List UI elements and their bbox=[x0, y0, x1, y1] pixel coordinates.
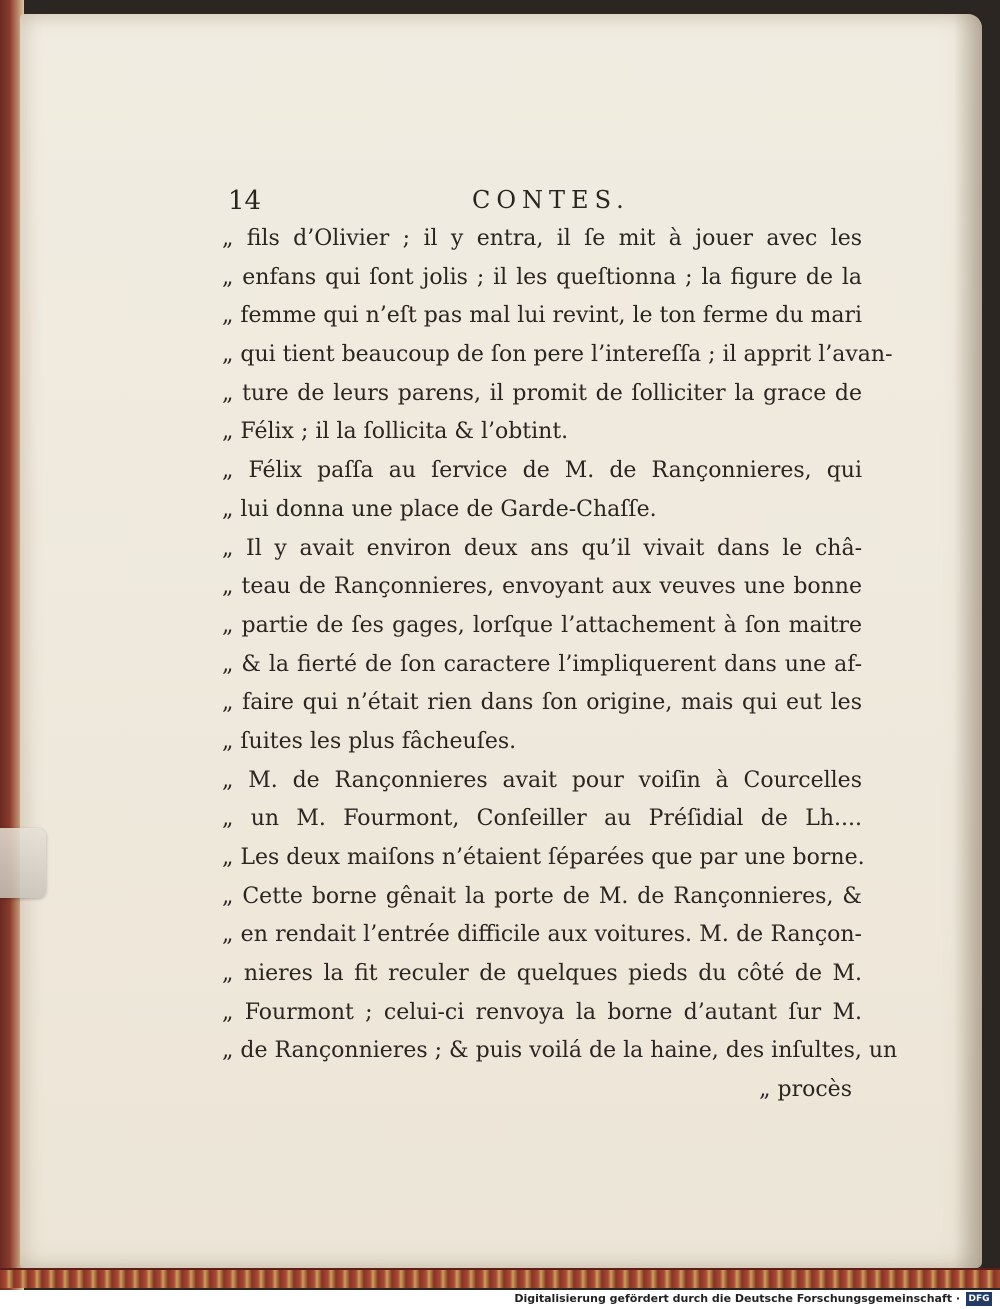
text-line: „ Les deux maiſons n’étaient ſéparées que par une borne. bbox=[222, 845, 865, 870]
text-line: „ de Rançonnieres ; & puis voilá de la haine, des inſultes, un bbox=[222, 1038, 898, 1064]
text-line: „ Fourmont ; celui-ci renvoya la borne d’autant ſur M. bbox=[222, 999, 862, 1025]
page-stack-edge bbox=[0, 1268, 1000, 1288]
text-line: „ faire qui n’était rien dans ſon origine, mais qui eut les bbox=[222, 690, 862, 716]
text-line: „ Félix ; il la ſollicita & l’obtint. bbox=[222, 419, 569, 445]
digitization-credit: Digitalisierung gefördert durch die Deutsche Forschungsgemeinschaft · bbox=[514, 1292, 960, 1305]
text-line: „ un M. Fourmont, Conſeiller au Préſidial de Lh.... bbox=[222, 806, 862, 832]
text-line: „ ture de leurs parens, il promit de ſolliciter la grace de bbox=[222, 380, 862, 406]
catchword: „ procès bbox=[759, 1077, 852, 1103]
body-text bbox=[222, 220, 898, 1110]
text-line: „ femme qui n’eſt pas mal lui revint, le ton ferme du mari bbox=[222, 303, 863, 329]
text-line: „ lui donna une place de Garde-Chaſſe. bbox=[222, 496, 657, 522]
running-title: CONTES. bbox=[472, 186, 630, 214]
text-line: „ & la fierté de ſon caractere l’impliquerent dans une af- bbox=[222, 651, 862, 677]
text-line: „ partie de ſes gages, lorſque l’attachement à ſon maitre bbox=[222, 612, 862, 638]
text-line: „ en rendait l’entrée difficile aux voitures. M. de Rançon- bbox=[222, 922, 862, 948]
text-line: „ qui tient beaucoup de ſon pere l’intereſſa ; il apprit l’avan- bbox=[222, 342, 893, 368]
page-number: 14 bbox=[228, 186, 262, 216]
text-line: „ enfans qui ſont jolis ; il les queſtionna ; la figure de la bbox=[222, 264, 862, 290]
text-line: „ nieres la fit reculer de quelques pieds du côté de M. bbox=[222, 961, 862, 987]
text-line: „ Il y avait environ deux ans qu’il vivait dans le châ- bbox=[222, 535, 862, 561]
text-line: „ M. de Rançonnieres avait pour voiſin à Courcelles bbox=[222, 767, 862, 793]
text-line: „ Cette borne gênait la porte de M. de Rançonnieres, & bbox=[222, 883, 862, 909]
text-line: „ ſuites les plus fâcheuſes. bbox=[222, 728, 517, 754]
text-line: „ fils d’Olivier ; il y entra, il ſe mit à jouer avec les bbox=[222, 226, 862, 251]
text-line: „ teau de Rançonnieres, envoyant aux veuves une bonne bbox=[222, 574, 862, 600]
page-header bbox=[222, 184, 862, 224]
dfg-logo: DFG bbox=[966, 1292, 992, 1306]
text-line: „ Félix paſſa au ſervice de M. de Rançonnieres, qui bbox=[222, 458, 862, 484]
page-gutter-shadow bbox=[954, 14, 982, 1268]
page-clip bbox=[0, 828, 46, 898]
